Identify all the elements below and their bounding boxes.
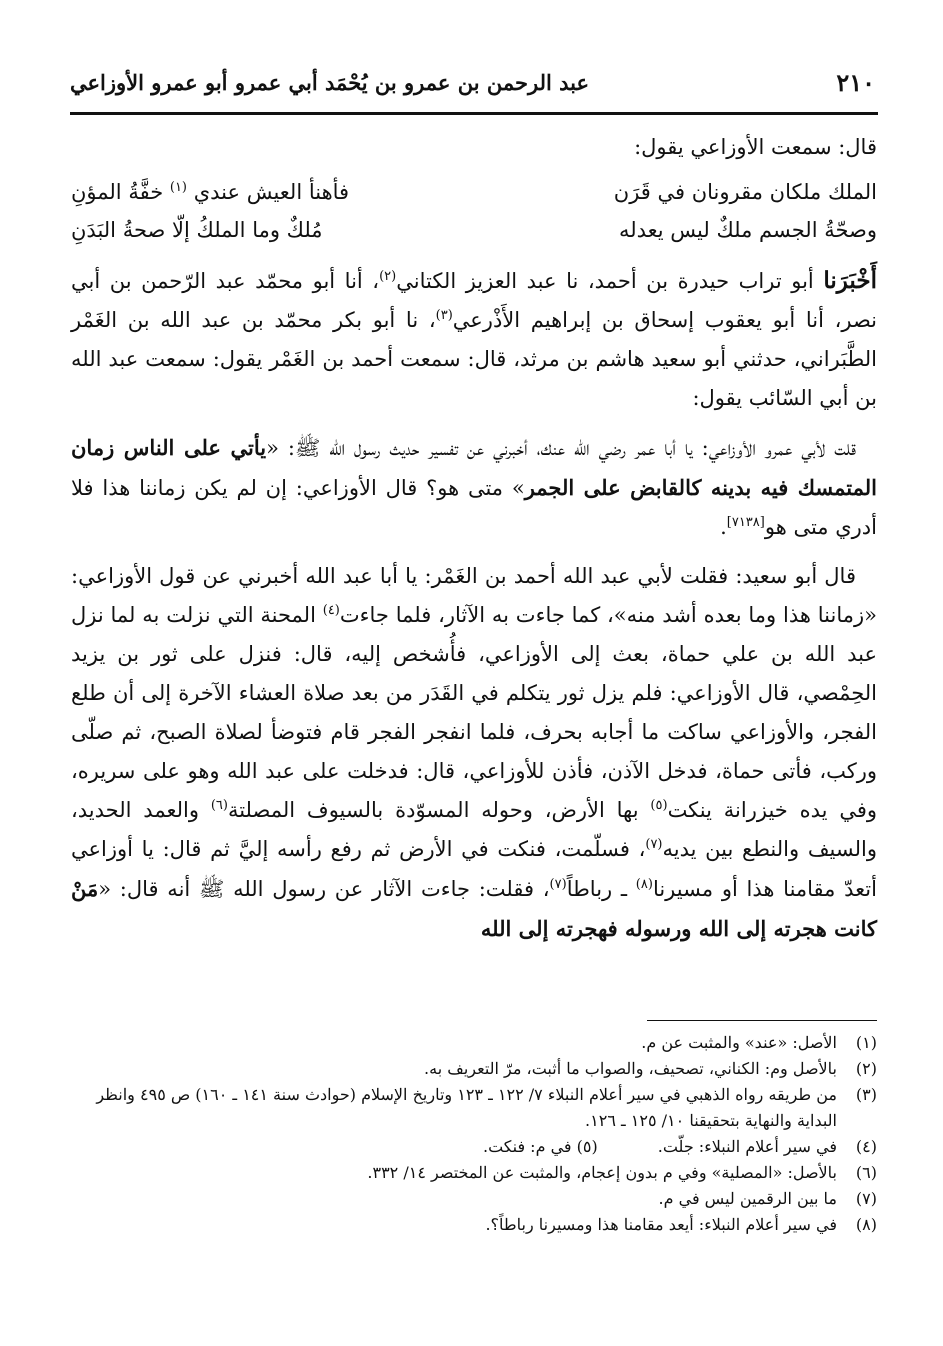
footnote-number: (٤) [855, 1137, 877, 1156]
p2-text-1: قلت لأبي عمرو الأوزاعي: يا أبا عمر رضي الله عنك، أخبرني عن تفسير حديث رسول الله ﷺ: « [266, 436, 856, 460]
footnote-rule [647, 1020, 877, 1021]
footnote-ref-7b[interactable]: (٧) [549, 877, 567, 892]
p3-text-7: ، فقلت: جاءت الآثار عن رسول الله ﷺ أنه قال: « [98, 877, 550, 901]
intro-line: قال: سمعت الأوزاعي يقول: [634, 135, 877, 159]
verse-2-first-hemistich: وصحّةُ الجسم ملكٌ ليس يعدله [618, 218, 877, 242]
hadith-text-1: يأتي على الناس زمان المتمسك فيه بدينه كالقابض على الجمر [71, 435, 878, 500]
footnote-ref-6[interactable]: (٦) [210, 798, 228, 813]
footnote-text: من طريقه رواه الذهبي في سير أعلام النبلاء ٧/ ١٢٢ ـ ١٢٣ وتاريخ الإسلام (حوادث سنة ١٤١ ـ ١٦٠) ص ٤٩٥ وانظر البداية والنهاية بتحقيقنا ١٠/ ١٢٥ ـ ١٢٦. [96, 1085, 837, 1130]
running-title: عبد الرحمن بن عمرو بن يُحْمَد أبي عمرو أبو عمرو الأوزاعي [70, 70, 590, 95]
verse-line-2 [71, 211, 877, 249]
footnote-number: (٨) [855, 1215, 877, 1234]
p1-text-3: ، نا أبو بكر محمّد بن عبد الله بن الغَمْر الطَّبَراني، حدثني أبو سعيد هاشم بن مرثد، قال: سمعت أحمد بن الغَمْر يقول: سمعت عبد الله بن أبي السّائب يقول: [71, 308, 877, 410]
footnote-number: (٣) [855, 1085, 877, 1104]
p3-text-6: ـ رباطاً [566, 877, 636, 901]
footnote-number: (٢) [855, 1059, 877, 1078]
footnote-number: (٧) [855, 1189, 877, 1208]
footnote-text: بالأصل وم: الكناني، تصحيف، والصواب ما أثبت، مرّ التعريف به. [424, 1059, 837, 1078]
p3-text-4: والعمد الحديد، والسيف والنطع بين يديه [71, 798, 878, 861]
p2-text-2: » متى هو؟ قال الأوزاعي: إن لم يكن زماننا هذا فلا أدري متى هو [71, 476, 877, 539]
footnote-text: الأصل: «عند» والمثبت عن م. [641, 1033, 837, 1052]
lead-word-akhbarana: أَخْبَرَنا [823, 267, 877, 294]
hadith-text-2: مَنْ كانت هجرته إلى الله ورسوله فهجرته إلى الله [71, 876, 877, 941]
p3-text-2: المحنة التي نزلت به لما نزل عبد الله بن علي حماة، بعث إلى الأوزاعي، فأُشخص إليه، قال: فنزل على ثور بن يزيد الحِمْصي، قال الأوزاعي: فلم يزل ثور يتكلم في القَدَر من بعد صلاة العشاء الآخرة إلى أن طلع الفجر، والأوزاعي ساكت ما أجابه بحرف، فلما انفجر الفجر قام فتوضأ لصلاة الصبح، ثم صلّى وركب، فأتى حماة، فدخل الآذن، فأذن للأوزاعي، قال: فدخلت على عبد الله وهو على سريره، وفي يده خيزرانة ينكت [71, 603, 878, 822]
footnote-ref-8[interactable]: (٨) [635, 877, 653, 892]
page-number: ٢١٠ [836, 68, 875, 97]
footnote-6 [69, 1160, 877, 1186]
paragraph-isnad [71, 261, 877, 418]
verse-2-second-hemistich: مُلكٌ وما الملكُ إلّا صحةُ البَدَنِ [71, 218, 323, 242]
verse-1-second-hemistich [71, 173, 349, 212]
footnote-ref-5[interactable]: (٥) [650, 798, 668, 813]
footnote-ref-7[interactable]: (٧) [645, 837, 663, 852]
verse-1-second-pre: فأهنأ العيش عندي [193, 180, 350, 204]
p2-text-3: . [720, 515, 727, 539]
p1-text-1: أبو تراب حيدرة بن أحمد، نا عبد العزيز الكتاني [396, 269, 824, 293]
footnote-ref-4[interactable]: (٤) [322, 603, 340, 618]
footnote-number: (١) [855, 1033, 877, 1052]
verse-1-second-post: خفَّةُ المؤنِ [71, 180, 170, 204]
footnote-text: في سير أعلام النبلاء: أيعد مقامنا هذا ومسيرنا رباطاً؟. [485, 1215, 837, 1234]
footnote-2 [69, 1056, 877, 1082]
footnote-number-inline: (٥) [576, 1137, 598, 1156]
footnote-text: ما بين الرقمين ليس في م. [658, 1189, 837, 1208]
paragraph-narrative [71, 557, 877, 949]
footnote-3 [69, 1082, 877, 1134]
p3-text-3: بها الأرض، وحوله المسوّدة بالسيوف المصلتة [227, 798, 651, 822]
footnote-7 [69, 1186, 877, 1212]
hadith-number-ref[interactable]: [٧١٣٨] [726, 515, 765, 530]
footnote-text: في سير أعلام النبلاء: جلّت. [657, 1137, 837, 1156]
verse-line-1 [71, 173, 877, 211]
main-text [71, 128, 877, 949]
p1-text-2: ، أنا أبو محمّد عبد الرّحمن بن أبي نصر، أنا أبو يعقوب إسحاق بن إبراهيم الأَذْرعي [71, 269, 877, 332]
footnote-8 [69, 1212, 877, 1238]
footnotes [69, 1030, 877, 1238]
footnote-ref-1[interactable]: (١) [169, 180, 187, 195]
verse-block [71, 173, 877, 253]
p3-text-1: قال أبو سعيد: فقلت لأبي عبد الله أحمد بن الغَمْر: يا أبا عبد الله أخبرني عن قول الأوزاعي: «زماننا هذا وما بعده أشد منه»، كما جاءت به الآثار، فلما جاءت [71, 564, 877, 627]
paragraph-question [71, 428, 877, 547]
header-rule [70, 112, 878, 115]
footnote-1 [69, 1030, 877, 1056]
page-header [70, 66, 875, 110]
verse-1-first-hemistich: الملك ملكان مقرونان في قَرَن [613, 180, 877, 204]
footnote-text: بالأصل: «المصلية» وفي م بدون إعجام، والمثبت عن المختصر ١٤/ ٣٣٢. [367, 1163, 837, 1182]
p3-text-5: ، فسلّمت، فنكت في الأرض ثم رفع رأسه إليَّ ثم قال: يا أوزاعي أتعدّ مقامنا هذا أو مسيرنا [71, 837, 877, 901]
footnote-ref-2[interactable]: (٢) [379, 269, 397, 284]
footnote-ref-3[interactable]: (٣) [435, 308, 453, 323]
footnote-number: (٦) [855, 1163, 877, 1182]
footnote-text-inline: في م: فنكت. [482, 1137, 572, 1156]
footnote-4-5 [69, 1134, 877, 1160]
